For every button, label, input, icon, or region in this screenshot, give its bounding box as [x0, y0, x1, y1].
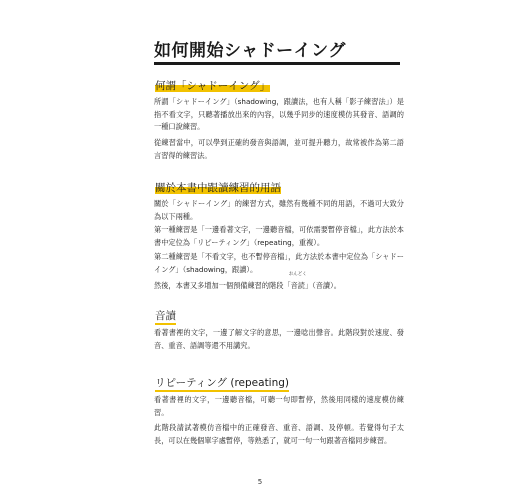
paragraph-text: 」（音讀）。	[304, 281, 341, 290]
title-divider	[154, 62, 400, 65]
page-title: 如何開始シャドーイング	[154, 41, 346, 61]
heading-underline: リピーティング (repeating)	[155, 377, 289, 392]
paragraph: 看著書裡的文字，一邊了解文字的意思，一邊唸出聲音。此階段對於速度、發音、重音、語調等還不用講究。	[154, 328, 404, 350]
paragraph: 從練習當中，可以學到正確的發音與語調，並可提升聽力，故常被作為第二語言習得的練習法。	[154, 138, 404, 160]
paragraph: 看著書裡的文字，一邊聽音檔，可聽一句即暫停，然後用同樣的速度模仿練習。	[154, 395, 404, 417]
heading-highlight: 關於本書中跟讀練習的用語	[155, 182, 281, 194]
heading-underline: 音讀	[155, 310, 176, 325]
paragraph: 關於「シャドーイング」的練習方式，雖然有幾種不同的用語，不過可大致分為以下兩種。	[154, 199, 404, 221]
page-number: 5	[257, 478, 263, 486]
ruby-annotation: おんどく	[288, 272, 307, 277]
ruby-base: 音読	[290, 281, 305, 290]
section-heading-terminology	[154, 180, 282, 195]
paragraph: 第二種練習是「不看文字，也不暫停音檔」，此方法於本書中定位為「シャドーイング」（shadowing，跟讀）。	[154, 252, 404, 274]
section-heading-repeating	[154, 375, 290, 390]
section-heading-what-is-shadowing	[154, 78, 271, 93]
section-heading-reading-aloud	[154, 308, 177, 323]
ruby-term	[288, 272, 307, 293]
paragraph: 此階段請試著模仿音檔中的正確發音、重音、語調、及停頓。若覺得句子太長，可以在幾個單字處暫停，等熟悉了，就可一句一句跟著音檔同步練習。	[154, 423, 404, 445]
paragraph: 第一種練習是「一邊看著文字，一邊聽音檔，可依需要暫停音檔」，此方法於本書中定位為「リピーティング」（repeating，重複）。	[154, 225, 404, 247]
paragraph-text: 然後，本書又多增加一個預備練習的階段「	[154, 281, 291, 290]
paragraph-with-ruby	[154, 272, 404, 293]
heading-highlight: 何謂「シャドーイング」	[155, 80, 271, 92]
paragraph: 所謂「シャドーイング」（shadowing，跟讀法，也有人稱「影子練習法」）是指不看文字，只聽著播放出來的內容，以幾乎同步的速度模仿其發音、語調的一種口說練習。	[154, 97, 404, 131]
